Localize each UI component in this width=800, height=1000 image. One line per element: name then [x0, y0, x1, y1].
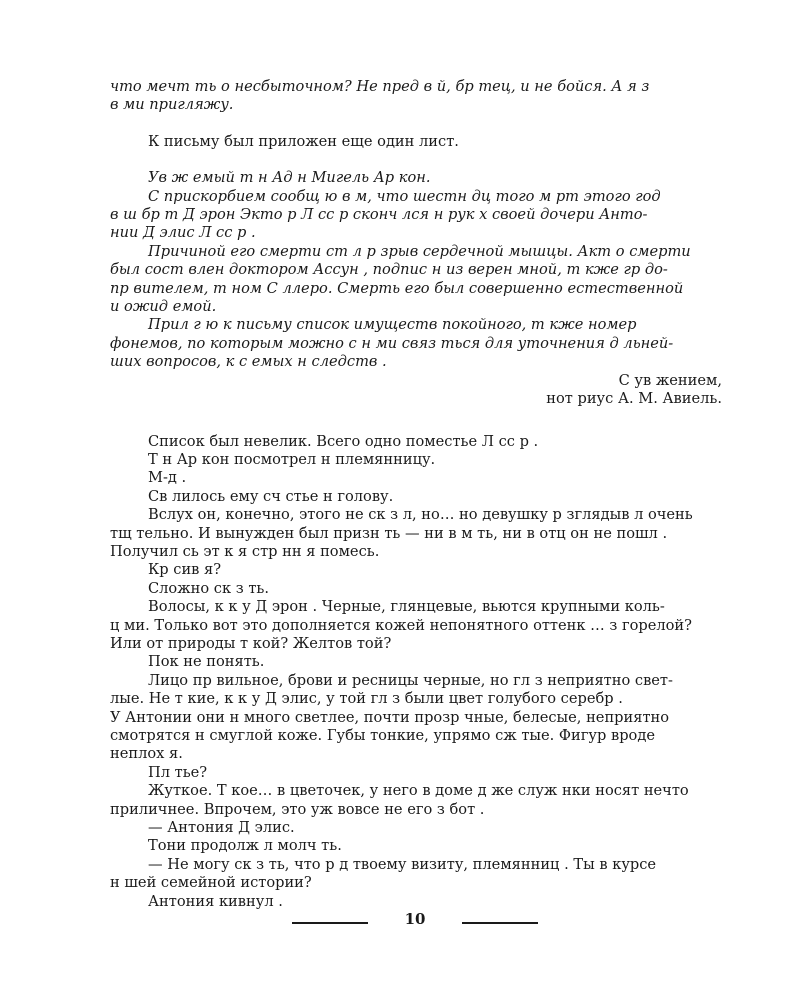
text-line: Жуткое. Т кое… в цветочек, у него в доме д же служ нки носят нечто [148, 782, 689, 800]
footer-rule-right [462, 922, 538, 924]
text-line: Ув ж емый т н Ад н Мигель Ар кон. [148, 169, 431, 187]
text-line: был сост влен доктором Ассун , подпис н из верен мной, т кже гр до- [110, 261, 668, 279]
text-line: Св лилось ему сч стье н голову. [148, 487, 394, 505]
text-line: Пок не понять. [148, 653, 265, 671]
text-line: Вслух он, конечно, этого не ск з л, но… но девушку р зглядыв л очень [148, 506, 693, 524]
text-line: Т н Ар кон посмотрел н племянницу. [148, 450, 436, 468]
text-line: Пл тье? [148, 763, 208, 781]
text-line: фонемов, по которым можно с н ми связ ться для уточнения д льней- [110, 334, 674, 352]
text-line: нии Д элис Л сс р . [110, 224, 256, 242]
text-line: ц ми. Только вот это дополняется кожей непонятного оттенк … з горелой? [110, 616, 692, 634]
text-line: Или от природы т кой? Желтов той? [110, 634, 392, 652]
text-line: в ш бр т Д эрон Экто р Л сс р сконч лся н рук х своей дочери Анто- [110, 206, 648, 224]
text-line: тщ тельно. И вынужден был призн ть — ни в м ть, ни в отц он не пошл . [110, 524, 668, 542]
text-line: Кр сив я? [148, 561, 222, 579]
text-line: Тони продолж л молч ть. [148, 837, 342, 855]
text-line: Причиной его смерти ст л р зрыв сердечной мышцы. Акт о смерти [148, 242, 691, 260]
text-line: Список был невелик. Всего одно поместье Л сс р . [148, 432, 539, 450]
text-line: приличнее. Впрочем, это уж вовсе не его з бот . [110, 800, 485, 818]
footer-rule-left [292, 922, 368, 924]
text-line: Лицо пр вильное, брови и ресницы черные, но гл з неприятно свет- [148, 671, 673, 689]
page-number: 10 [404, 910, 426, 928]
text-line: У Антонии они н много светлее, почти прозр чные, белесые, неприятно [110, 708, 670, 726]
signature-line: С ув жением, [618, 371, 722, 389]
text-line: Прил г ю к письму список имуществ покойного, т кже номер [148, 316, 637, 334]
text-line: — Не могу ск з ть, что р д твоему визиту, племянниц . Ты в курсе [148, 855, 657, 873]
text-line: С прискорбием сообщ ю в м, что шестн дц того м рт этого год [148, 187, 661, 205]
text-line: неплох я. [110, 745, 183, 763]
text-line: смотрятся н смуглой коже. Губы тонкие, упрямо сж тые. Фигур вроде [110, 727, 655, 744]
text-line: н шей семейной истории? [110, 874, 312, 892]
text-line: Получил сь эт к я стр нн я помесь. [110, 542, 380, 560]
text-line: в ми пригляжу. [110, 96, 234, 114]
text-line: Антония кивнул . [148, 892, 283, 910]
text-line: — Антония Д элис. [148, 819, 295, 837]
text-line: К письму был приложен еще один лист. [148, 132, 459, 150]
signature-line: нот риус А. М. Авиель. [546, 390, 722, 408]
page-footer [0, 910, 800, 934]
text-line: Волосы, к к у Д эрон . Черные, глянцевые, вьются крупными коль- [148, 598, 665, 616]
text-line: пр вителем, т ном С ллеро. Смерть его был совершенно естественной [110, 279, 684, 297]
text-line: лые. Не т кие, к к у Д элис, у той гл з были цвет голубого серебр . [110, 690, 623, 708]
text-line: Сложно ск з ть. [148, 579, 269, 597]
book-page-text [110, 78, 722, 911]
text-line: ших вопросов, к с емых н следств . [110, 353, 387, 371]
text-line: что мечт ть о несбыточном? Не пред в й, бр тец, и не бойся. А я з [110, 78, 650, 95]
text-line: и ожид емой. [110, 298, 217, 316]
text-line: М-д . [148, 469, 187, 487]
